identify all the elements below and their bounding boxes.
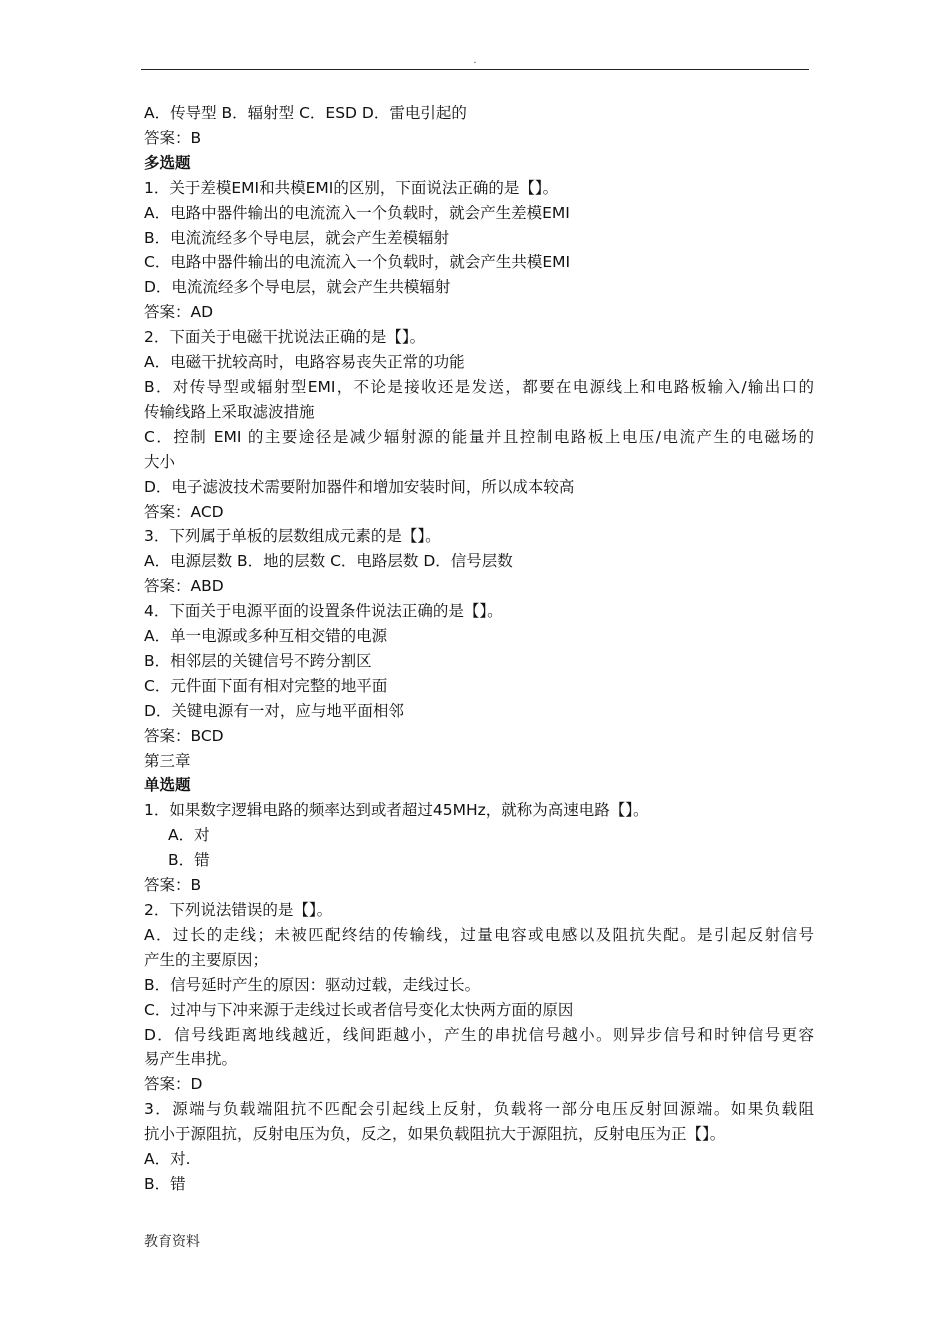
chapter-heading: 第三章 <box>144 751 191 770</box>
question-line: 2．下面关于电磁干扰说法正确的是【】。 <box>144 328 426 347</box>
answer-line: 答案：BCD <box>144 726 224 745</box>
option-line: B．错 <box>144 1174 186 1193</box>
question-line: 3．下列属于单板的层数组成元素的是【】。 <box>144 527 441 546</box>
question-line: 2．下列说法错误的是【】。 <box>144 901 333 919</box>
header-dot: . <box>473 55 477 66</box>
option-line: D．信号线距离地线越近，线间距越小，产生的串扰信号越小。则异步信号和时钟信号更容 <box>144 1025 814 1044</box>
option-line: B．错 <box>168 851 210 870</box>
header-rule <box>141 69 809 70</box>
option-line: B．对传导型或辐射型EMI，不论是接收还是发送，都要在电源线上和电路板输入/输出口的 <box>144 377 814 396</box>
section-heading: 多选题 <box>144 153 191 172</box>
footer-label: 教育资料 <box>144 1234 200 1250</box>
option-line-continued: 产生的主要原因； <box>144 950 269 969</box>
question-line: 3．源端与负载端阻抗不匹配会引起线上反射，负载将一部分电压反射回源端。如果负载阻 <box>144 1100 814 1119</box>
question-line: 4．下面关于电源平面的设置条件说法正确的是【】。 <box>144 602 503 621</box>
option-line: C．控制 EMI 的主要途径是减少辐射源的能量并且控制电路板上电压/电流产生的电磁场的 <box>144 427 814 446</box>
answer-line: 答案：B <box>144 876 202 895</box>
question-line: 1．关于差模EMI和共模EMI的区别，下面说法正确的是【】。 <box>144 178 559 197</box>
option-line-continued: 易产生串扰。 <box>144 1050 238 1069</box>
option-line: A．单一电源或多种互相交错的电源 <box>144 627 388 646</box>
option-line: A．对. <box>144 1150 191 1169</box>
answer-line: 答案：AD <box>144 303 214 322</box>
answer-line: 答案：ABD <box>144 577 224 596</box>
option-line: D．关键电源有一对，应与地平面相邻 <box>144 701 404 720</box>
option-line-continued: 传输线路上采取滤波措施 <box>144 402 315 421</box>
option-line: A．电源层数 B．地的层数 C．电路层数 D．信号层数 <box>144 552 513 571</box>
question-line-continued: 抗小于源阻抗，反射电压为负，反之，如果负载阻抗大于源阻抗，反射电压为正【】。 <box>144 1125 726 1144</box>
option-line: A．对 <box>168 826 210 845</box>
option-line: D．电子滤波技术需要附加器件和增加安装时间，所以成本较高 <box>144 477 575 496</box>
option-line: A．传导型 B．辐射型 C．ESD D．雷电引起的 <box>144 104 467 122</box>
option-line: C．过冲与下冲来源于走线过长或者信号变化太快两方面的原因 <box>144 1000 574 1019</box>
option-line: C．元件面下面有相对完整的地平面 <box>144 676 388 695</box>
option-line: B．信号延时产生的原因：驱动过载，走线过长。 <box>144 975 481 994</box>
answer-line: 答案：ACD <box>144 502 224 521</box>
option-line: A．电路中器件输出的电流流入一个负载时，就会产生差模EMI <box>144 203 570 222</box>
option-line: B．相邻层的关键信号不跨分割区 <box>144 651 372 670</box>
document-body <box>144 101 814 1197</box>
option-line: B．电流流经多个导电层，就会产生差模辐射 <box>144 228 450 247</box>
option-line: C．电路中器件输出的电流流入一个负载时，就会产生共模EMI <box>144 253 571 272</box>
option-line: A．过长的走线；未被匹配终结的传输线，过量电容或电感以及阻抗失配。是引起反射信号 <box>144 925 814 944</box>
answer-line: 答案：D <box>144 1075 203 1094</box>
question-line: 1．如果数字逻辑电路的频率达到或者超过45MHz，就称为高速电路【】。 <box>144 801 649 820</box>
section-heading: 单选题 <box>144 776 191 795</box>
option-line-continued: 大小 <box>144 452 176 471</box>
option-line: A．电磁干扰较高时，电路容易丧失正常的功能 <box>144 353 465 372</box>
answer-line: 答案：B <box>144 128 202 147</box>
option-line: D．电流流经多个导电层，就会产生共模辐射 <box>144 278 451 297</box>
